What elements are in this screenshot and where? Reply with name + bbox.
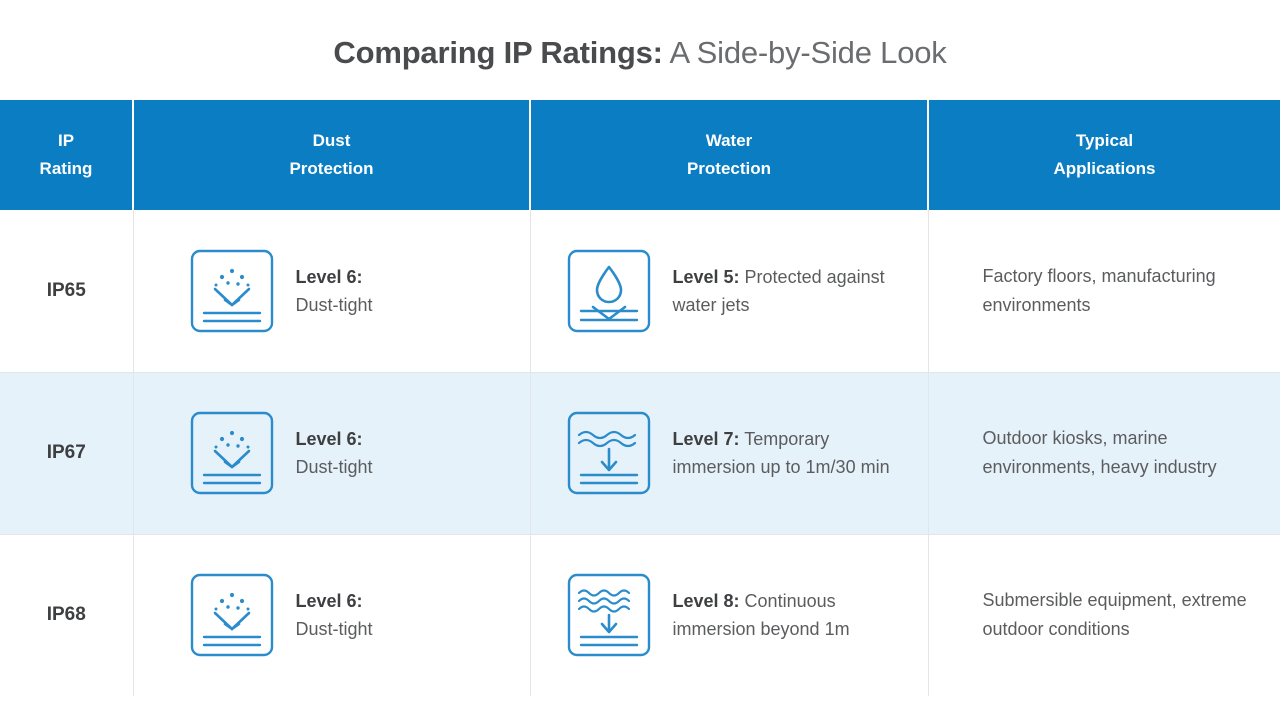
water-level-desc: Protected against water jets	[672, 266, 885, 315]
cell-dust-protection	[133, 210, 530, 372]
water-immersion-icon	[565, 409, 653, 497]
table-row	[0, 372, 1280, 534]
column-header-dust-protection-line2: Protection	[289, 159, 374, 178]
column-header-dust-protection-line1: Dust	[312, 131, 351, 150]
column-header-typical-applications-line2: Applications	[1053, 159, 1156, 178]
dust-level-desc: Dust-tight	[295, 457, 373, 477]
water-level-label: Level 7:	[672, 429, 740, 449]
page-title	[0, 0, 1280, 100]
column-header-typical-applications	[928, 100, 1280, 210]
dust-level-text	[296, 263, 373, 319]
cell-ip-rating: IP65	[0, 210, 133, 372]
column-header-water-protection	[530, 100, 928, 210]
cell-dust-protection	[133, 372, 530, 534]
dust-level-text	[296, 587, 373, 643]
water-level-label: Level 5:	[672, 266, 740, 287]
cell-ip-rating: IP68	[0, 534, 133, 696]
column-header-water-protection-line2: Protection	[686, 159, 772, 178]
column-header-dust-protection	[133, 100, 530, 210]
title-text	[333, 35, 946, 71]
cell-ip-rating: IP67	[0, 372, 133, 534]
column-header-typical-applications-line1: Typical	[1075, 131, 1134, 150]
cell-typical-applications: Outdoor kiosks, marine environments, heavy industry	[928, 372, 1280, 534]
column-header-ip-rating	[0, 100, 133, 210]
cell-water-protection	[530, 372, 928, 534]
water-level-label: Level 8:	[672, 591, 740, 612]
water-level-text	[673, 263, 900, 319]
table-header	[0, 100, 1280, 210]
water-level-desc: Continuous immersion beyond 1m	[672, 591, 850, 640]
dust-level-label: Level 6:	[295, 266, 363, 287]
dust-level-text	[296, 425, 373, 481]
cell-water-protection	[530, 534, 928, 696]
cell-dust-protection	[133, 534, 530, 696]
table-row	[0, 534, 1280, 696]
title-light: A Side-by-Side Look	[662, 35, 947, 70]
column-header-water-protection-line1: Water	[705, 131, 753, 150]
cell-typical-applications: Submersible equipment, extreme outdoor conditions	[982, 590, 1247, 640]
cell-water-protection	[530, 210, 928, 372]
water-droplet-shield-icon	[565, 247, 653, 335]
dust-shield-icon	[188, 571, 276, 659]
dust-shield-icon	[188, 247, 276, 335]
column-header-ip-rating-line2: Rating	[39, 159, 93, 178]
dust-shield-icon	[188, 409, 276, 497]
water-level-text	[673, 587, 900, 643]
column-header-ip-rating-line1: IP	[57, 131, 75, 150]
water-level-desc: Temporary immersion up to 1m/30 min	[672, 429, 890, 477]
dust-level-label: Level 6:	[295, 591, 363, 612]
water-level-text	[673, 425, 900, 481]
dust-level-desc: Dust-tight	[295, 294, 373, 315]
title-bold: Comparing IP Ratings:	[333, 35, 663, 70]
table-header-row	[0, 100, 1280, 210]
dust-level-desc: Dust-tight	[295, 619, 373, 640]
water-deep-immersion-icon	[565, 571, 653, 659]
cell-typical-applications: Factory floors, manufacturing environments	[928, 210, 1280, 372]
table-body	[0, 210, 1280, 696]
dust-level-label: Level 6:	[295, 429, 363, 449]
table-row	[0, 210, 1280, 372]
ip-ratings-table	[0, 100, 1280, 696]
